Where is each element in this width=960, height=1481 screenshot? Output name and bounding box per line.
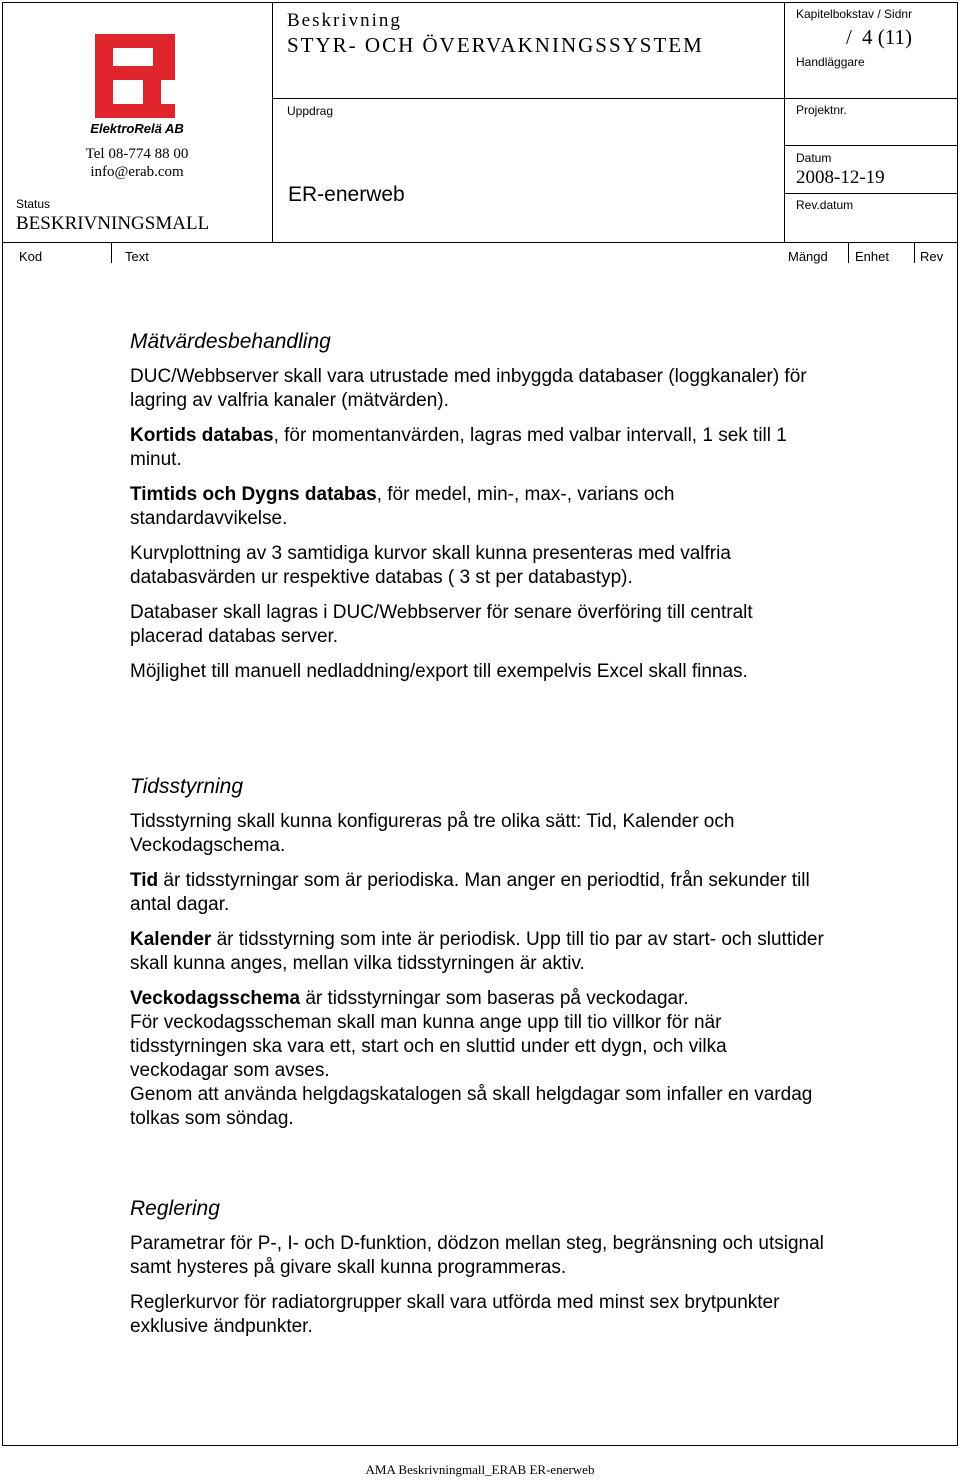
- col-divider-kod: [111, 243, 112, 263]
- logo-text: ElektroRelä AB: [90, 121, 184, 136]
- section-heading: Tidsstyrning: [130, 775, 244, 798]
- datum-value: 2008-12-19: [796, 167, 885, 188]
- col-rev: Rev: [920, 249, 944, 264]
- revdatum-label: Rev.datum: [796, 198, 854, 212]
- paragraph: [130, 483, 830, 531]
- header-projekt-line: [784, 145, 958, 146]
- col-kod: Kod: [19, 249, 43, 264]
- paragraph: Databaser skall lagras i DUC/Webbserver för senare överföring till centralt placerad databas server.: [130, 602, 753, 647]
- company-email: info@erab.com: [90, 164, 184, 180]
- paragraph-text: är tidsstyrning som inte är periodisk. Upp till tio par av start- och sluttider skall kunna anges, mellan vilka tidsstyrningen är aktiv.: [130, 929, 824, 974]
- col-enhet: Enhet: [855, 249, 889, 264]
- paragraph: För veckodagsscheman skall man kunna ange upp till tio villkor för när tidsstyrningen ska vara ett, start och en sluttid under ett dygn, och vilka veckodagar som avses.: [130, 1012, 727, 1081]
- paragraph: Kurvplottning av 3 samtidiga kurvor skall kunna presenteras med valfria databasvärden ur respektive databas ( 3 st per databastyp).: [130, 543, 731, 588]
- paragraph: Möjlighet till manuell nedladdning/export till exempelvis Excel skall finnas.: [130, 661, 748, 682]
- bold-term: Veckodagsschema: [130, 988, 301, 1009]
- paragraph: [130, 987, 830, 1011]
- page-footer: AMA Beskrivningmall_ERAB ER-enerweb: [365, 1462, 595, 1477]
- paragraph-text: , för medel, min-, max-, varians och standardavvikelse.: [130, 484, 675, 529]
- col-divider-enhet: [914, 243, 915, 263]
- bold-term: Tid: [130, 870, 159, 891]
- kapitel-label: Kapitelbokstav / Sidnr: [796, 7, 913, 21]
- paragraph: DUC/Webbserver skall vara utrustade med inbyggda databaser (loggkanaler) för lagring av valfria kanaler (mätvärden).: [130, 366, 807, 411]
- header-top-border: [2, 2, 958, 3]
- header-bottom-line: [2, 242, 958, 243]
- handlaggare-label: Handläggare: [796, 55, 865, 69]
- paragraph: [130, 928, 830, 976]
- paragraph: [130, 869, 830, 917]
- paragraph: Genom att använda helgdagskatalogen så skall helgdagar som infaller en vardag tolkas som söndag.: [130, 1084, 813, 1129]
- section-matvardesbehandling: [130, 329, 830, 695]
- paragraph: [130, 424, 830, 472]
- datum-label: Datum: [796, 151, 832, 165]
- header-datum-line: [784, 193, 958, 194]
- paragraph: Parametrar för P-, I- och D-funktion, dödzon mellan steg, begränsning och utsignal samt hysteres på givare skall kunna programmeras.: [130, 1233, 824, 1278]
- page-number: 4 (11): [862, 25, 912, 49]
- doc-title: STYR- OCH ÖVERVAKNINGSSYSTEM: [287, 33, 704, 57]
- header-divider-1: [272, 2, 273, 242]
- projektnr-label: Projektnr.: [796, 103, 847, 117]
- section-tidsstyrning: [130, 774, 830, 1142]
- paragraph: Reglerkurvor för radiatorgrupper skall vara utförda med minst sex brytpunkter exklusive ändpunkter.: [130, 1292, 780, 1337]
- page-slash: /: [846, 25, 852, 49]
- section-heading: Mätvärdesbehandling: [130, 330, 331, 353]
- bold-term: Timtids och Dygns databas: [130, 484, 377, 505]
- uppdrag-value: ER-enerweb: [288, 183, 405, 206]
- company-logo: [85, 30, 185, 122]
- page-left-border: [2, 2, 3, 1446]
- header-mid-line: [272, 98, 958, 99]
- page-bottom-border: [2, 1445, 958, 1446]
- section-heading: Reglering: [130, 1197, 220, 1220]
- bold-term: Kalender: [130, 929, 212, 950]
- uppdrag-label: Uppdrag: [287, 104, 334, 118]
- paragraph-text: är tidsstyrningar som baseras på veckodagar.: [300, 988, 689, 1009]
- paragraph-text: , för momentanvärden, lagras med valbar intervall, 1 sek till 1 minut.: [130, 425, 787, 470]
- header-divider-2: [784, 2, 785, 242]
- status-label: Status: [16, 197, 51, 211]
- section-reglering: [130, 1196, 830, 1350]
- page-right-border: [957, 2, 958, 1446]
- col-mangd: Mängd: [788, 249, 828, 264]
- col-text: Text: [125, 249, 149, 264]
- col-divider-mangd: [848, 243, 849, 263]
- logo-er-icon: [85, 30, 185, 122]
- company-phone: Tel 08-774 88 00: [85, 146, 189, 162]
- status-value: BESKRIVNINGSMALL: [16, 213, 210, 234]
- paragraph-text: är tidsstyrningar som är periodiska. Man anger en periodtid, från sekunder till antal dagar.: [130, 870, 810, 915]
- paragraph: Tidsstyrning skall kunna konfigureras på tre olika sätt: Tid, Kalender och Veckodagschema.: [130, 811, 735, 856]
- bold-term: Kortids databas: [130, 425, 274, 446]
- doc-type: Beskrivning: [287, 10, 402, 31]
